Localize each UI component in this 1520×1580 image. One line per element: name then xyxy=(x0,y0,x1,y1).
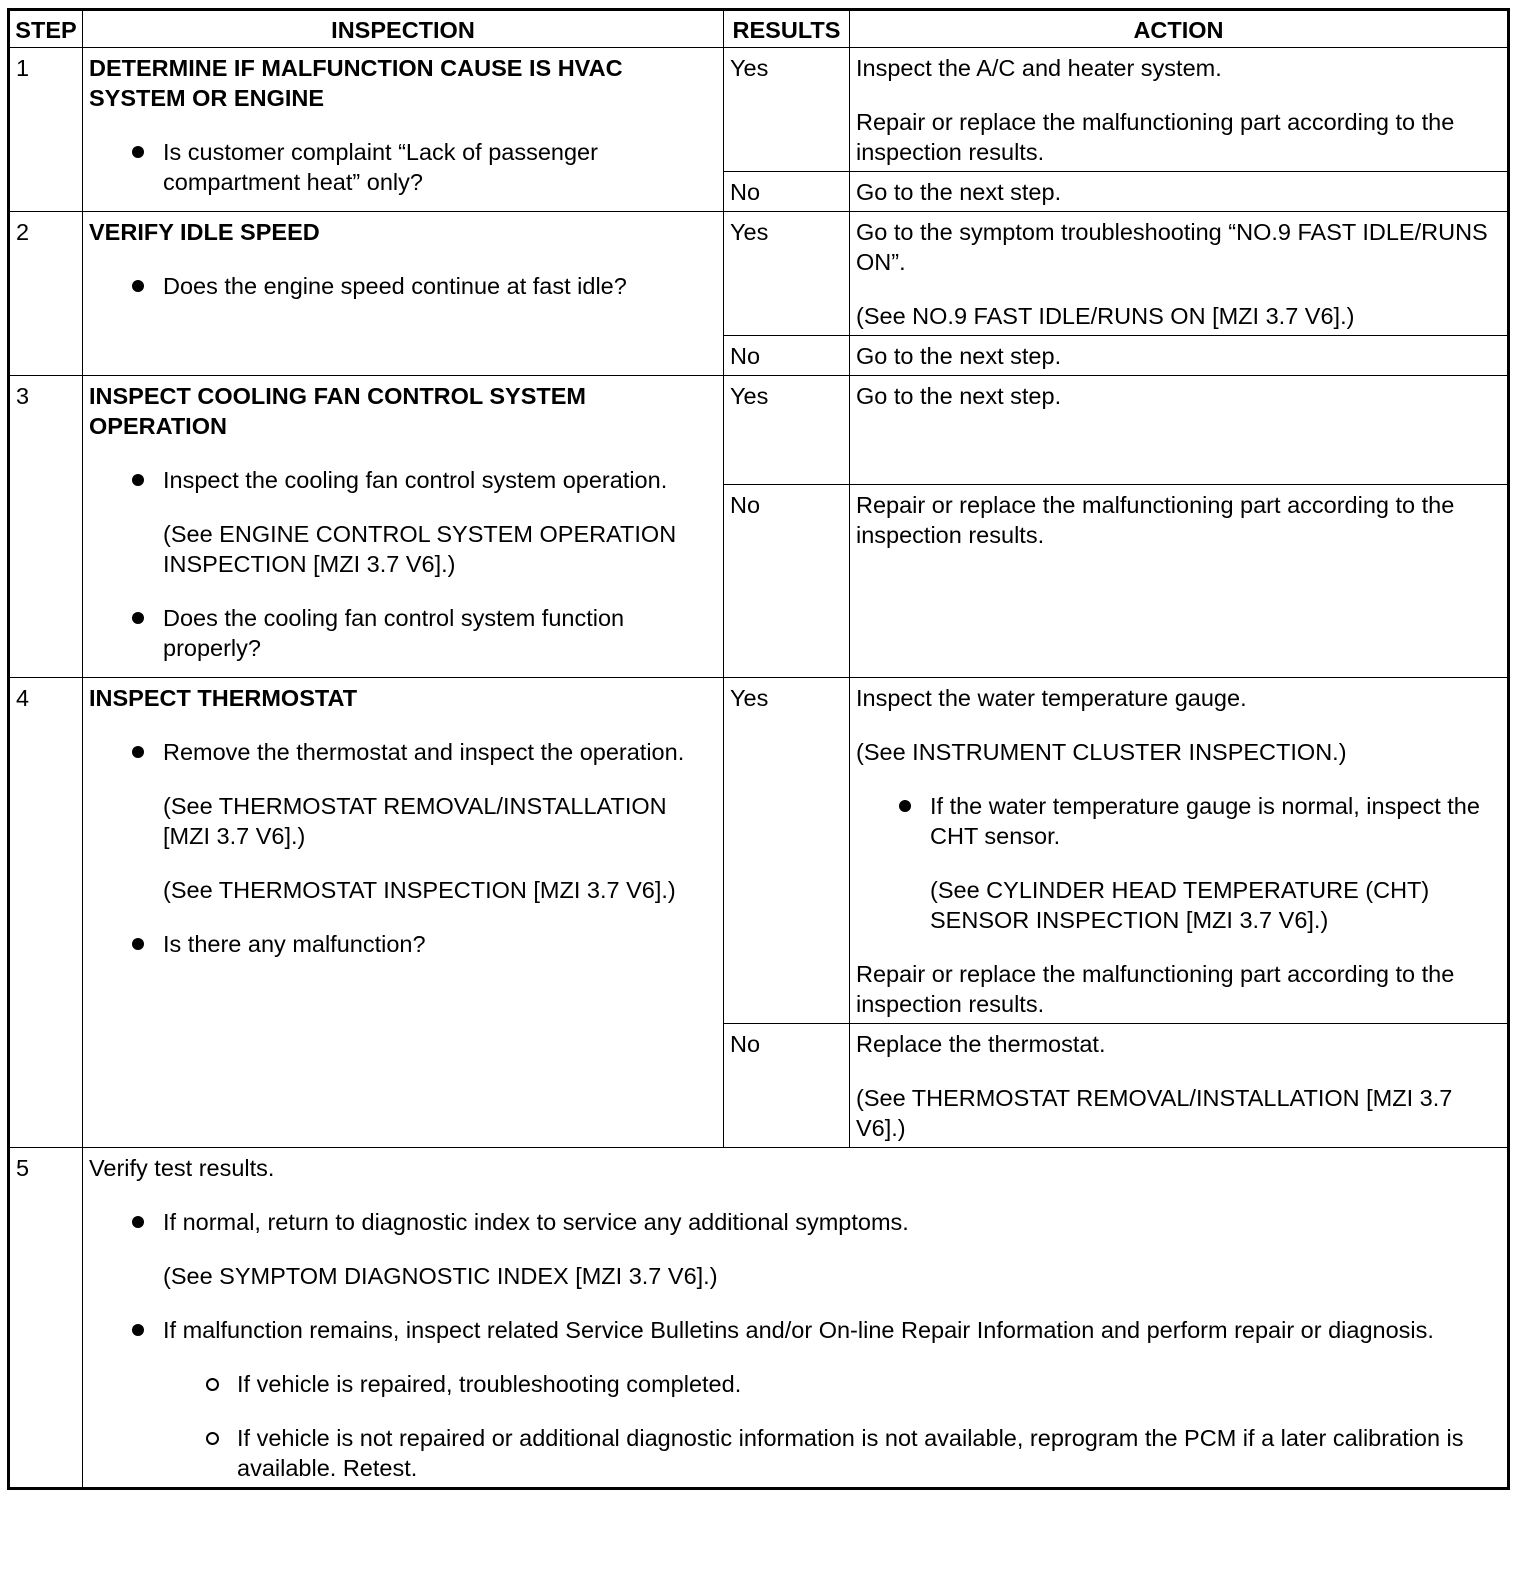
inspection-bullet: Inspect the cooling fan control system operation. xyxy=(89,465,717,495)
inspection-bullet: Does the cooling fan control system function properly? xyxy=(89,603,717,663)
header-inspection: INSPECTION xyxy=(83,10,724,48)
action-text: Inspect the A/C and heater system. xyxy=(856,55,1222,81)
result-no: No xyxy=(724,1024,850,1148)
step-3-inspection xyxy=(83,376,724,678)
action-yes xyxy=(850,48,1509,172)
action-no xyxy=(850,336,1509,376)
inspection-reference: (See THERMOSTAT INSPECTION [MZI 3.7 V6].) xyxy=(163,877,676,903)
inspection-bullet: Is customer complaint “Lack of passenger compartment heat” only? xyxy=(89,137,717,197)
action-bullet: If the water temperature gauge is normal, inspect the CHT sensor. xyxy=(856,791,1501,851)
step-title: INSPECT THERMOSTAT xyxy=(89,685,358,711)
action-no xyxy=(850,485,1509,678)
result-no: No xyxy=(724,336,850,376)
step-number: 1 xyxy=(9,48,83,212)
step-title: VERIFY IDLE SPEED xyxy=(89,219,320,245)
step-intro: Verify test results. xyxy=(89,1155,275,1181)
action-yes xyxy=(850,678,1509,1024)
action-text: Replace the thermostat. xyxy=(856,1031,1106,1057)
action-text: Repair or replace the malfunctioning part according to the inspection results. xyxy=(856,492,1455,548)
action-text: Go to the next step. xyxy=(856,179,1062,205)
result-yes: Yes xyxy=(724,376,850,485)
sub-bullet: If vehicle is not repaired or additional diagnostic information is not available, reprogram the PCM if a later calibration is available. Retest. xyxy=(89,1423,1501,1483)
result-yes: Yes xyxy=(724,678,850,1024)
action-reference: (See INSTRUMENT CLUSTER INSPECTION.) xyxy=(856,739,1347,765)
step-number: 4 xyxy=(9,678,83,1148)
header-row xyxy=(9,10,1509,48)
action-yes xyxy=(850,212,1509,336)
action-text: Go to the next step. xyxy=(856,383,1062,409)
inspection-bullet: If normal, return to diagnostic index to service any additional symptoms. xyxy=(89,1207,1501,1237)
step-3-yes-row xyxy=(9,376,1509,485)
action-text: Inspect the water temperature gauge. xyxy=(856,685,1247,711)
action-text: Repair or replace the malfunctioning part according to the inspection results. xyxy=(856,961,1455,1017)
step-2-inspection xyxy=(83,212,724,376)
action-no xyxy=(850,1024,1509,1148)
step-5-row xyxy=(9,1148,1509,1489)
header-results: RESULTS xyxy=(724,10,850,48)
inspection-reference: (See ENGINE CONTROL SYSTEM OPERATION INSPECTION [MZI 3.7 V6].) xyxy=(163,521,677,577)
action-reference: (See NO.9 FAST IDLE/RUNS ON [MZI 3.7 V6].) xyxy=(856,303,1355,329)
step-4-yes-row xyxy=(9,678,1509,1024)
inspection-bullet: If malfunction remains, inspect related Service Bulletins and/or On-line Repair Information and perform repair or diagnosis. xyxy=(89,1315,1501,1345)
diagnostic-procedure xyxy=(7,8,1507,1490)
step-2-yes-row xyxy=(9,212,1509,336)
action-reference: (See THERMOSTAT REMOVAL/INSTALLATION [MZI 3.7 V6].) xyxy=(856,1085,1453,1141)
result-no: No xyxy=(724,485,850,678)
header-action: ACTION xyxy=(850,10,1509,48)
inspection-reference: (See THERMOSTAT REMOVAL/INSTALLATION [MZI 3.7 V6].) xyxy=(163,793,667,849)
inspection-bullet: Does the engine speed continue at fast idle? xyxy=(89,271,717,301)
sub-bullet: If vehicle is repaired, troubleshooting completed. xyxy=(89,1369,1501,1399)
step-number: 5 xyxy=(9,1148,83,1489)
step-number: 2 xyxy=(9,212,83,376)
inspection-reference: (See SYMPTOM DIAGNOSTIC INDEX [MZI 3.7 V6].) xyxy=(163,1263,718,1289)
step-title: INSPECT COOLING FAN CONTROL SYSTEM OPERATION xyxy=(89,383,587,439)
step-1-inspection xyxy=(83,48,724,212)
action-reference: (See CYLINDER HEAD TEMPERATURE (CHT) SENSOR INSPECTION [MZI 3.7 V6].) xyxy=(930,877,1430,933)
action-no xyxy=(850,172,1509,212)
result-no: No xyxy=(724,172,850,212)
result-yes: Yes xyxy=(724,212,850,336)
result-yes: Yes xyxy=(724,48,850,172)
action-text: Go to the next step. xyxy=(856,343,1062,369)
diagnostic-table xyxy=(7,8,1510,1490)
header-step: STEP xyxy=(9,10,83,48)
inspection-bullet: Remove the thermostat and inspect the operation. xyxy=(89,737,717,767)
action-text: Repair or replace the malfunctioning part according to the inspection results. xyxy=(856,109,1455,165)
action-text: Go to the symptom troubleshooting “NO.9 FAST IDLE/RUNS ON”. xyxy=(856,219,1488,275)
action-yes xyxy=(850,376,1509,485)
step-4-inspection xyxy=(83,678,724,1148)
step-number: 3 xyxy=(9,376,83,678)
step-5-content xyxy=(83,1148,1509,1489)
inspection-bullet: Is there any malfunction? xyxy=(89,929,717,959)
step-title: DETERMINE IF MALFUNCTION CAUSE IS HVAC SYSTEM OR ENGINE xyxy=(89,55,623,111)
step-1-yes-row xyxy=(9,48,1509,172)
